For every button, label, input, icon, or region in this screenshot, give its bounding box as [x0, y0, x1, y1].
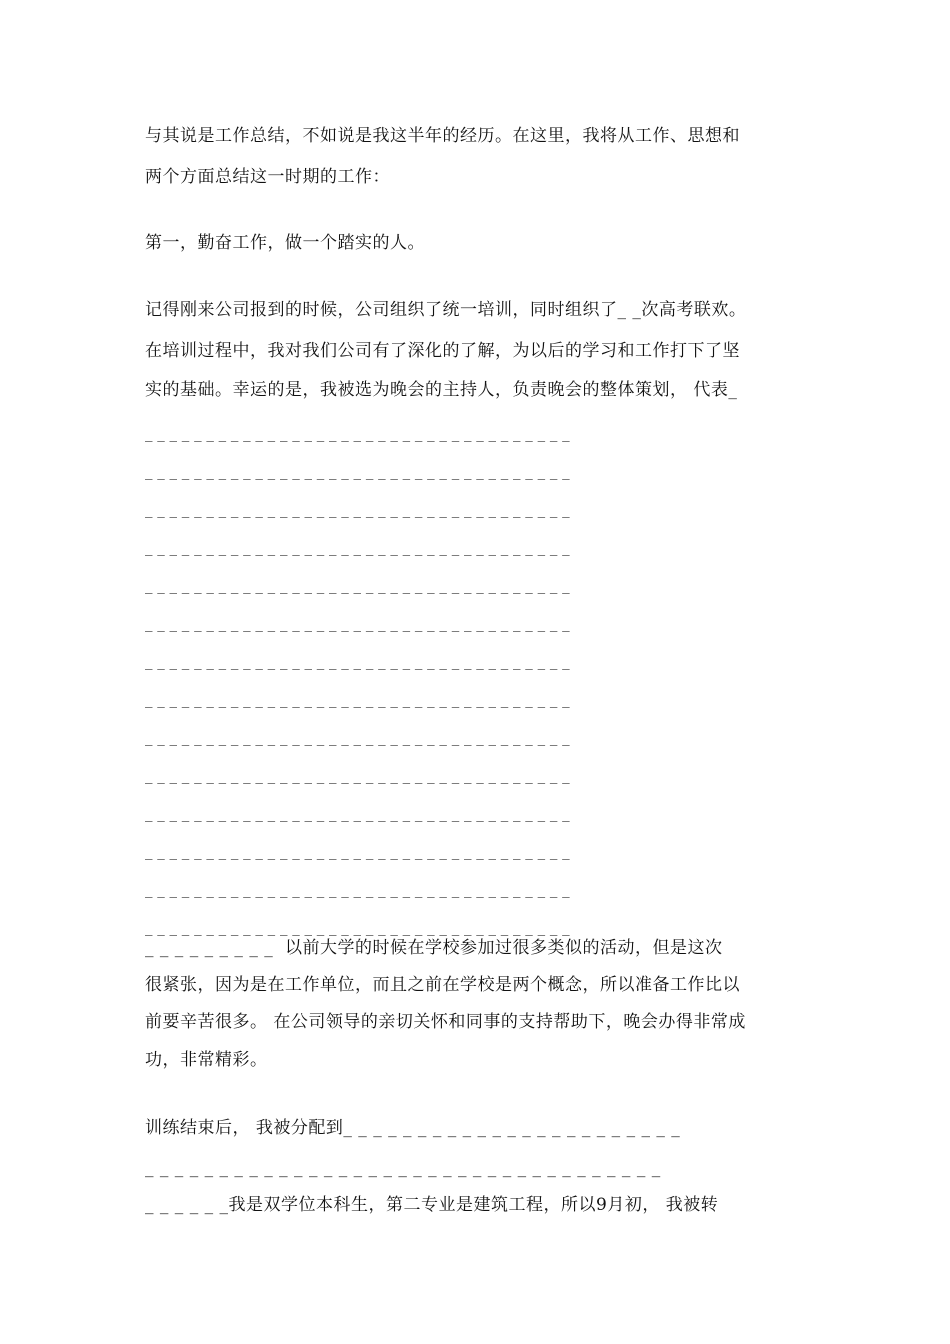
blank-fill-line: _ _ _ _ _ _ _ _ _ _ _ _ _ _ _ _ _ _ _ _ _ _ _ _ _ _ _ _ _ _ _ _ _ _ _ — [145, 538, 570, 556]
section-heading-1: 第一，勤奋工作，做一个踏实的人。 — [145, 233, 425, 253]
blank-fill-line: _ _ _ _ _ _ _ _ _ _ _ _ _ _ _ _ _ _ _ _ _ _ _ _ _ _ _ _ _ _ _ _ _ _ _ — [145, 918, 570, 936]
blank-fill-line: _ _ _ _ _ _ _ _ _ _ _ _ _ _ _ _ _ _ _ _ _ _ _ _ _ _ _ _ _ _ _ _ _ _ _ — [145, 614, 570, 632]
blank-fill-line: _ _ _ _ _ _ _ _ _ _ _ _ _ _ _ _ _ _ _ _ _ _ _ _ _ _ _ _ _ _ _ _ _ _ _ — [145, 576, 570, 594]
blank-fill-line: _ _ _ _ _ _ _ _ _ _ _ _ _ _ _ _ _ _ _ _ _ _ _ _ _ _ _ _ _ _ _ _ _ _ _ — [145, 842, 570, 860]
paragraph-3-line-2: 很紧张，因为是在工作单位，而且之前在学校是两个概念，所以准备工作比以 — [145, 975, 740, 995]
blank-fill-line: _ _ _ _ _ _ _ _ _ _ _ _ _ _ _ _ _ _ _ _ _ _ _ _ _ _ _ _ _ _ _ _ _ _ _ — [145, 652, 570, 670]
blank-fill-line: _ _ _ _ _ _ _ _ _ _ _ _ _ _ _ _ _ _ _ _ _ _ _ _ _ _ _ _ _ _ _ _ _ _ _ — [145, 500, 570, 518]
paragraph-4-line-3: _ _ _ _ _ _我是双学位本科生，第二专业是建筑工程，所以9月初， 我被转 — [145, 1195, 719, 1215]
paragraph-1-line-2: 两个方面总结这一时期的工作： — [145, 167, 390, 187]
paragraph-2-line-1: 记得刚来公司报到的时候，公司组织了统一培训，同时组织了_ _次高考联欢。 — [145, 300, 747, 320]
blank-fill-line: _ _ _ _ _ _ _ _ _ _ _ _ _ _ _ _ _ _ _ _ _ _ _ _ _ _ _ _ _ _ _ _ _ _ _ — [145, 880, 570, 898]
blank-fill-line: _ _ _ _ _ _ _ _ _ _ _ _ _ _ _ _ _ _ _ _ _ _ _ _ _ _ _ _ _ _ _ _ _ _ _ — [145, 804, 570, 822]
paragraph-2-line-2: 在培训过程中，我对我们公司有了深化的了解，为以后的学习和工作打下了坚 — [145, 341, 740, 361]
paragraph-4-line-2: _ _ _ _ _ _ _ _ _ _ _ _ _ _ _ _ _ _ _ _ _ _ _ _ _ _ _ _ _ _ _ _ _ _ _ — [145, 1158, 661, 1178]
blank-fill-line: _ _ _ _ _ _ _ _ _ _ _ _ _ _ _ _ _ _ _ _ _ _ _ _ _ _ _ _ _ _ _ _ _ _ _ — [145, 424, 570, 442]
blank-fill-line: _ _ _ _ _ _ _ _ _ _ _ _ _ _ _ _ _ _ _ _ _ _ _ _ _ _ _ _ _ _ _ _ _ _ _ — [145, 690, 570, 708]
paragraph-3-line-3: 前要辛苦很多。 在公司领导的亲切关怀和同事的支持帮助下，晚会办得非常成 — [145, 1012, 746, 1032]
paragraph-3-line-1: _ _ _ _ _ _ _ _ _ 以前大学的时候在学校参加过很多类似的活动，但是这次 — [145, 938, 723, 958]
paragraph-1-line-1: 与其说是工作总结，不如说是我这半年的经历。在这里，我将从工作、思想和 — [145, 126, 740, 146]
blank-fill-line: _ _ _ _ _ _ _ _ _ _ _ _ _ _ _ _ _ _ _ _ _ _ _ _ _ _ _ _ _ _ _ _ _ _ _ — [145, 728, 570, 746]
paragraph-3-line-4: 功，非常精彩。 — [145, 1050, 268, 1070]
blank-fill-line: _ _ _ _ _ _ _ _ _ _ _ _ _ _ _ _ _ _ _ _ _ _ _ _ _ _ _ _ _ _ _ _ _ _ _ — [145, 462, 570, 480]
paragraph-2-line-3: 实的基础。幸运的是，我被选为晚会的主持人，负责晚会的整体策划， 代表_ — [145, 380, 738, 400]
paragraph-4-line-1: 训练结束后， 我被分配到_ _ _ _ _ _ _ _ _ _ _ _ _ _ _ _ _ _ _ _ _ _ _ — [145, 1118, 681, 1138]
blank-fill-line: _ _ _ _ _ _ _ _ _ _ _ _ _ _ _ _ _ _ _ _ _ _ _ _ _ _ _ _ _ _ _ _ _ _ _ — [145, 766, 570, 784]
